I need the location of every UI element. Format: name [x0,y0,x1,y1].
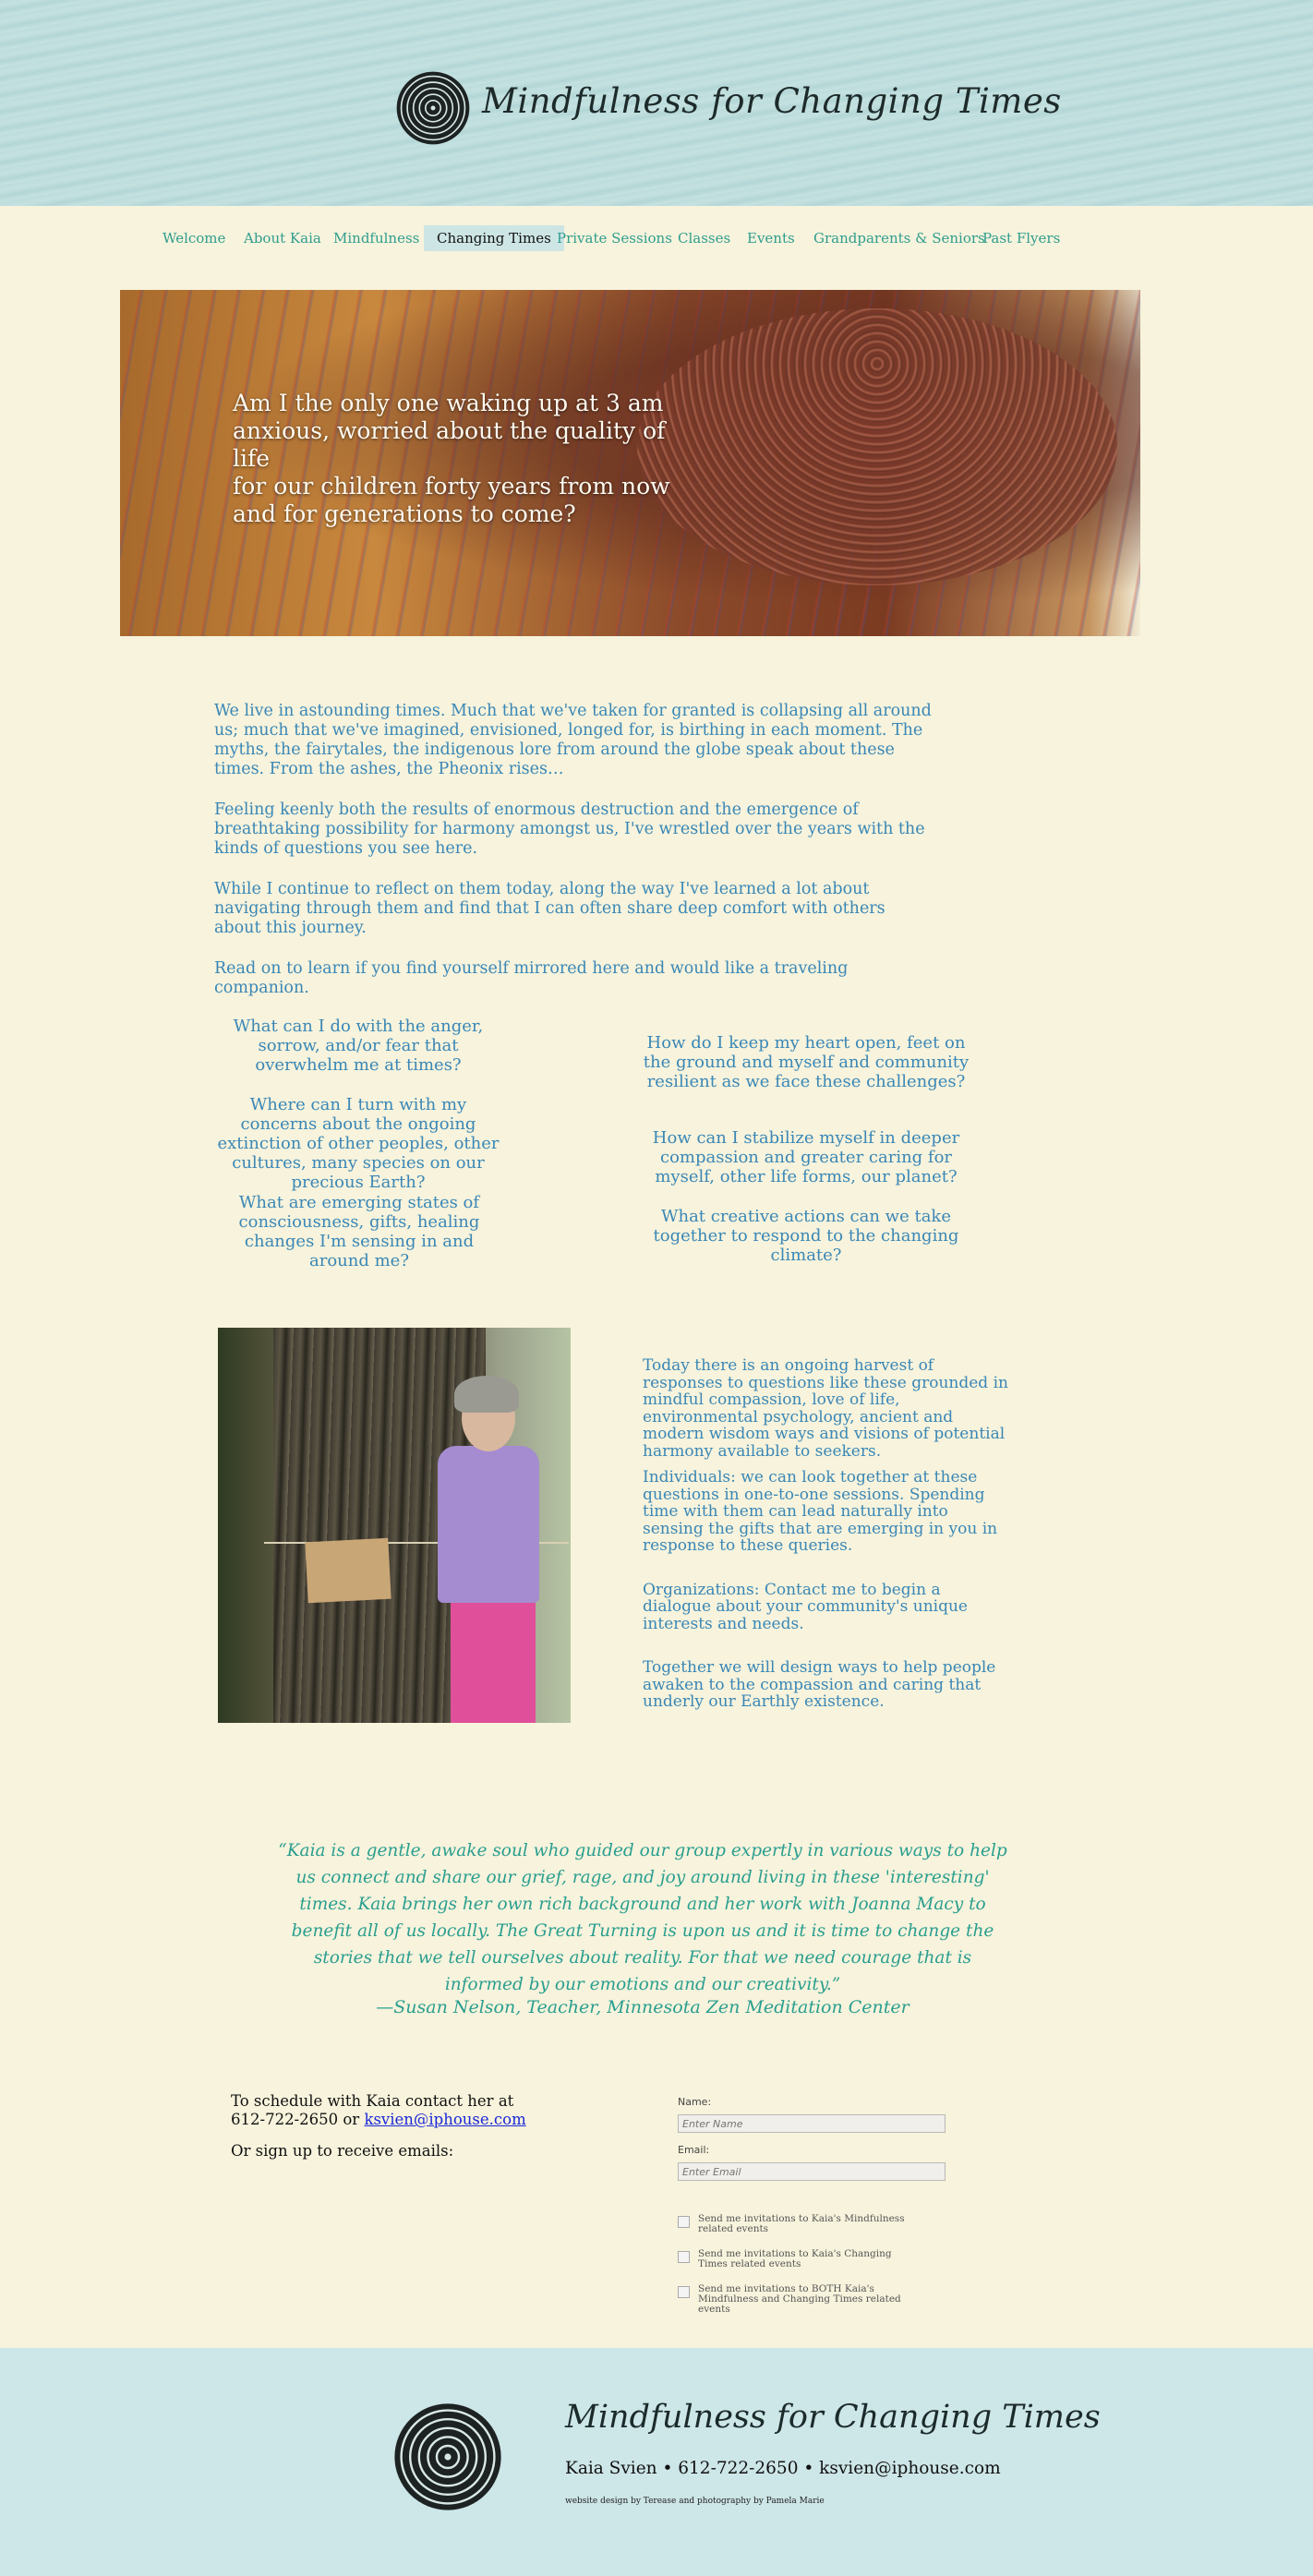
intro-paragraph: We live in astounding times. Much that we've taken for granted is collapsing all around us; much that we've imagined, envisioned, longed for, is birthing in each moment. The myths, the fairytales, the indigenous lore from around the globe speak about these times. From the ashes, the Pheonix rises… [214,702,932,778]
checkbox-row [678,2283,955,2323]
person-hair-shape [454,1376,519,1413]
nav-about-kaia[interactable]: About Kaia [244,230,321,247]
nav-grandparents-seniors[interactable]: Grandparents & Seniors [813,230,985,247]
contact-phone-line [231,2111,582,2129]
signup-prompt: Or sign up to receive emails: [231,2142,454,2160]
intro-paragraph: Read on to learn if you find yourself mirrored here and would like a traveling companion. [214,959,849,997]
testimonial-quote: “Kaia is a gentle, awake soul who guided our group expertly in various ways to help us connect and share our grief, rage, and joy around living in these 'interesting' times. Kaia brings her own rich background and her work with Joanna Macy to benefit all of us locally. The Great Turning is upon us and it is time to change the stories that we tell ourselves about reality. For that we need courage that is informed by our emotions and our creativity.” [278,1841,1007,1994]
name-input[interactable] [678,2114,946,2133]
harvest-section [643,1357,1012,1711]
both-checkbox[interactable] [678,2286,690,2298]
spiral-logo-icon [392,2401,503,2512]
cardboard-sign-shape [305,1538,391,1604]
nav-events[interactable]: Events [747,230,795,247]
question-left-3: What are emerging states of consciousness, gifts, healing changes I'm sensing in and around me? [238,1193,480,1270]
checkbox-row [678,2248,955,2279]
email-input[interactable] [678,2162,946,2181]
contact-phone: 612-722-2650 or [231,2111,365,2128]
intro-section [214,702,934,1019]
site-title[interactable]: Mindfulness for Changing Times [482,81,1062,121]
checkbox-label: Send me invitations to Kaia's Mindfulness related events [698,2213,905,2234]
checkbox-label: Send me invitations to BOTH Kaia's Mindfulness and Changing Times related events [698,2283,901,2315]
nav-changing-times[interactable]: Changing Times [424,225,564,251]
harvest-paragraph: Today there is an ongoing harvest of responses to questions like these grounded in mindful compassion, love of life, environmental psychology, ancient and modern wisdom ways and visions of potential harmony available to seekers. [643,1356,1008,1461]
hero-basket-image [120,290,1140,636]
nav-classes[interactable]: Classes [678,230,731,247]
nav-private-sessions[interactable]: Private Sessions [557,230,672,247]
footer [0,2348,1313,2576]
hero-line: anxious, worried about the quality of life [233,417,666,472]
question-right-1: How do I keep my heart open, feet on the ground and myself and community resilient as we face these challenges? [643,1033,970,1091]
intro-paragraph: While I continue to reflect on them today, along the way I've learned a lot about navigating through them and find that I can often share deep comfort with others about this journey. [214,880,885,937]
contact-email-link[interactable]: ksvien@iphouse.com [364,2111,526,2128]
contact-block [231,2092,582,2161]
spiral-logo-icon[interactable] [395,70,471,146]
hero-line: and for generations to come? [233,500,576,527]
question-left-1: What can I do with the anger, sorrow, and/or fear that overwhelm me at times? [233,1017,484,1075]
footer-credit: website design by Terease and photography by Pamela Marie [565,2497,825,2506]
testimonial-author: —Susan Nelson, Teacher, Minnesota Zen Meditation Center [376,1997,909,2017]
footer-contact: Kaia Svien • 612-722-2650 • ksvien@iphouse.com [565,2459,1001,2478]
checkbox-label: Send me invitations to Kaia's Changing Times related events [698,2248,892,2269]
hero-line: Am I the only one waking up at 3 am [233,390,664,416]
hero-question [233,390,694,528]
checkbox-row [678,2213,955,2244]
person-pants-shape [451,1603,536,1723]
question-left-2: Where can I turn with my concerns about the ongoing extinction of other peoples, other cultures, many species on our precious Earth? [217,1095,500,1192]
basket-shape [637,308,1117,585]
email-label: Email: [678,2144,710,2156]
header-banner [0,0,1313,206]
changing-times-checkbox[interactable] [678,2251,690,2263]
harvest-paragraph: Individuals: we can look together at these questions in one-to-one sessions. Spending time with them can lead naturally into sensing the gifts that are emerging in you in response to these queries. [643,1468,998,1555]
nav-mindfulness[interactable]: Mindfulness [333,230,420,247]
footer-title: Mindfulness for Changing Times [565,2399,1101,2436]
person-shirt-shape [438,1446,539,1603]
harvest-paragraph: Organizations: Contact me to begin a dialogue about your community's unique interests and needs. [643,1580,968,1633]
nav-past-flyers[interactable]: Past Flyers [982,230,1061,247]
nav-welcome[interactable]: Welcome [163,230,226,247]
harvest-paragraph: Together we will design ways to help people awaken to the compassion and caring that underly our Earthly existence. [643,1658,996,1711]
name-label: Name: [678,2096,712,2108]
intro-paragraph: Feeling keenly both the results of enormous destruction and the emergence of breathtaking possibility for harmony amongst us, I've wrestled over the years with the kinds of questions you see here. [214,800,925,858]
main-navigation [157,225,1173,253]
hero-line: for our children forty years from now [233,473,670,500]
signup-form [678,2096,955,2327]
contact-line: To schedule with Kaia contact her at [231,2092,514,2110]
question-right-3: What creative actions can we take together to respond to the changing climate? [653,1207,959,1265]
question-right-2: How can I stabilize myself in deeper compassion and greater caring for myself, other life forms, our planet? [652,1128,960,1186]
mindfulness-checkbox[interactable] [678,2216,690,2228]
kaia-tree-photo [218,1328,571,1723]
